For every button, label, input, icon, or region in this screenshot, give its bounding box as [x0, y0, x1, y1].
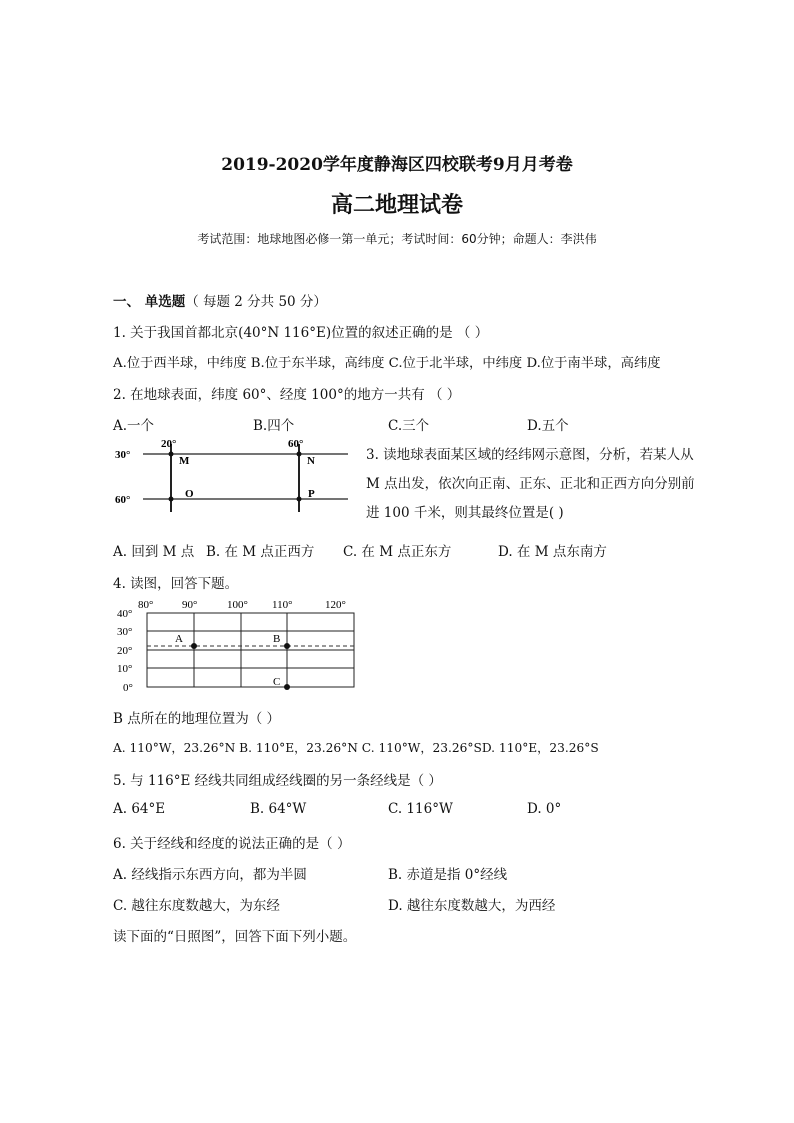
q3-lat-bottom-label: 60°: [115, 494, 131, 506]
q6-option-c: C. 越往东度数越大，为东经: [113, 898, 280, 914]
q4-lat-label: 20°: [117, 645, 133, 657]
exam-subtitle: 高二地理试卷: [330, 192, 463, 218]
q4-point-b-label: B: [273, 633, 281, 645]
q3-point-o-dot: [169, 497, 174, 502]
q2-option-d: D.五个: [527, 418, 569, 434]
exam-title: 2019-2020学年度静海区四校联考9月月考卷: [221, 155, 573, 175]
q2-option-b: B.四个: [253, 418, 295, 434]
q3-lat-top-label: 30°: [115, 449, 131, 461]
q1-stem: 1. 关于我国首都北京(40°N 116°E)位置的叙述正确的是 （ ）: [113, 325, 489, 341]
q5-stem: 5. 与 116°E 经线共同组成经线圈的另一条经线是（ ）: [113, 773, 442, 789]
q3-point-n-dot: [297, 452, 302, 457]
q4-point-b-dot: [284, 643, 290, 649]
q5-option-d: D. 0°: [527, 801, 562, 817]
q4-point-a-dot: [191, 643, 197, 649]
q6-stem: 6. 关于经线和经度的说法正确的是（ ）: [113, 836, 351, 852]
q2-option-a: A.一个: [113, 418, 155, 434]
q4-sub-stem: B 点所在的地理位置为（ ）: [113, 711, 281, 727]
q4-lon-label: 100°: [227, 599, 248, 611]
section-heading: [113, 290, 327, 310]
q3-point-o-label: O: [185, 488, 194, 500]
q4-lat-label: 30°: [117, 626, 133, 638]
q5-option-b: B. 64°W: [250, 801, 307, 817]
section-label: 一、 单选题: [113, 294, 186, 310]
q3-point-p-dot: [297, 497, 302, 502]
q4-options: A. 110°W，23.26°N B. 110°E，23.26°N C. 110°W，23.26°SD. 110°E，23.26°S: [113, 741, 599, 755]
q6-option-a: A. 经线指示东西方向，都为半圆: [113, 867, 307, 883]
q4-grid-svg: [113, 596, 368, 696]
q1-options: A.位于西半球，中纬度 B.位于东半球，高纬度 C.位于北半球，中纬度 D.位于南半球，高纬度: [113, 356, 661, 371]
q4-lon-label: 110°: [272, 599, 293, 611]
q3-option-c: C. 在 M 点正东方: [343, 544, 452, 560]
q7-intro: 读下面的“日照图”，回答下面下列小题。: [113, 929, 357, 945]
q2-stem: 2. 在地球表面，纬度 60°、经度 100°的地方一共有 （ ）: [113, 387, 461, 403]
q3-option-d: D. 在 M 点东南方: [498, 544, 607, 560]
q3-graticule-figure: [113, 436, 358, 522]
q4-lat-label: 10°: [117, 663, 133, 675]
q4-lon-label: 120°: [325, 599, 346, 611]
section-note: （ 每题 2 分共 50 分）: [185, 294, 327, 310]
q4-grid-figure: [113, 596, 368, 700]
q4-lon-label: 80°: [138, 599, 154, 611]
q3-point-p-label: P: [308, 488, 315, 500]
q4-lat-label: 0°: [123, 682, 133, 694]
q3-graticule-svg: [113, 436, 358, 518]
q3-lon-left-label: 20°: [161, 438, 177, 450]
q6-option-d: D. 越往东度数越大，为西经: [388, 898, 556, 914]
q6-option-b: B. 赤道是指 0°经线: [388, 867, 508, 883]
q4-stem: 4. 读图，回答下题。: [113, 576, 239, 592]
q3-stem: 3. 读地球表面某区域的经纬网示意图，分析，若某人从 M 点出发，依次向正南、正东、正北和正西方向分别前进 100 千米，则其最终位置是( ): [366, 447, 695, 521]
q4-point-c-dot: [284, 684, 290, 690]
q3-option-b: B. 在 M 点正西方: [206, 544, 315, 560]
q5-option-c: C. 116°W: [388, 801, 453, 817]
q4-point-a-label: A: [175, 633, 183, 645]
q3-lon-right-label: 60°: [288, 438, 304, 450]
q2-option-c: C.三个: [388, 418, 430, 434]
q3-option-a: A. 回到 M 点: [113, 544, 195, 560]
q3-point-m-label: M: [179, 455, 190, 467]
q4-point-c-label: C: [273, 676, 281, 688]
q5-option-a: A. 64°E: [113, 801, 166, 817]
q3-point-n-label: N: [307, 455, 315, 467]
exam-info: 考试范围：地球地图必修一第一单元；考试时间：60分钟；命题人：李洪伟: [197, 232, 597, 246]
q4-lon-label: 90°: [182, 599, 198, 611]
q3-point-m-dot: [169, 452, 174, 457]
q4-lat-label: 40°: [117, 608, 133, 620]
